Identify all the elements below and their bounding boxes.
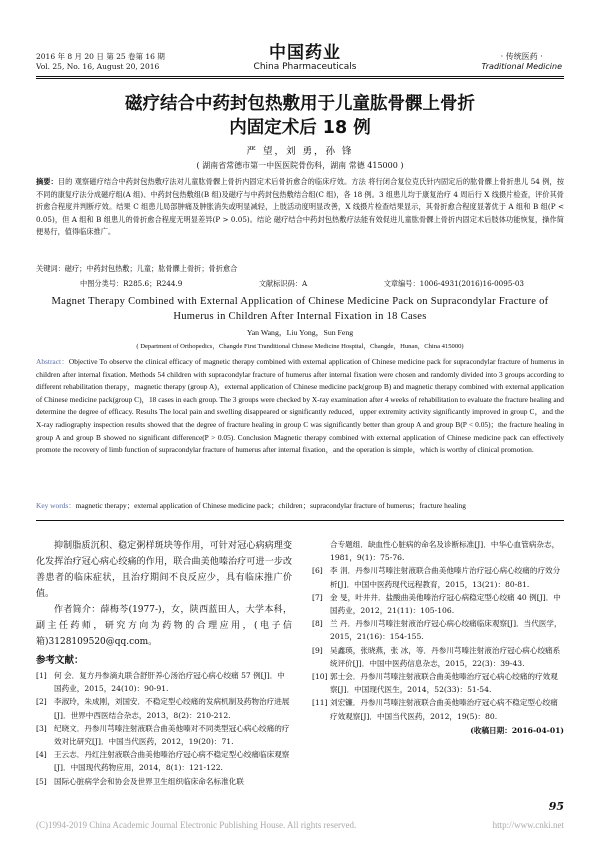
reference-text: 李 涓．丹参川芎嗪注射液联合曲美他嗪片治疗冠心病心绞痛的疗效分析[J]．中国中医药现代远程教育，2015，13(21)：80-81. bbox=[330, 566, 561, 589]
header-rule-2 bbox=[36, 78, 564, 79]
reference-text: 纪晓文．丹参川芎嗪注射液联合曲美他嗪对不同类型冠心病心绞痛的疗效对比研究[J]．中国当代医药，2012，19(20)：71. bbox=[54, 723, 290, 747]
abstract-en-label: Abstract： bbox=[36, 357, 69, 366]
reference-number: [6] bbox=[312, 566, 323, 576]
reference-item bbox=[312, 644, 564, 670]
journal-issue-info bbox=[36, 52, 165, 72]
received-date: (收稿日期：2016-04-01) bbox=[470, 725, 564, 735]
reference-text: 吴鑫瑛，张晓燕，张 冰，等．丹参川芎嗪注射液治疗冠心病心绞痛系统评价[J]．中国中医药信息杂志，2015，22(3)：39-43. bbox=[330, 645, 561, 668]
reference-item bbox=[312, 564, 564, 590]
affiliation: ( 湖南省常德市第一中医医院骨伤科，湖南 常德 415000 ) bbox=[196, 161, 404, 170]
right-column bbox=[312, 538, 564, 737]
reference-item bbox=[312, 670, 564, 696]
authors: 严 望，刘 勇，孙 锋 bbox=[246, 146, 354, 157]
reference-item bbox=[36, 669, 292, 695]
references-left bbox=[36, 669, 292, 788]
section-en: Traditional Medicine bbox=[481, 62, 562, 71]
reference-item bbox=[312, 591, 564, 617]
english-affiliation: ( Department of Orthopedics，Changde First Tranditional Chinese Medicine Hospital，Changde，Hunan，China 415000) bbox=[136, 343, 464, 350]
reference-number: [8] bbox=[312, 619, 323, 629]
header-rule bbox=[36, 76, 564, 77]
issue-line-en: Vol. 25, No. 16, August 20, 2016 bbox=[36, 62, 160, 71]
logo-en: China Pharmaceuticals bbox=[253, 62, 357, 72]
reference-text: 国际心脏病学会和协会及世界卫生组织临床命名标准化联 bbox=[54, 776, 244, 786]
reference-item bbox=[36, 722, 292, 748]
references-right bbox=[312, 538, 564, 723]
author-note: 作者简介：薛梅芩(1977-)，女，陕西蓝田人，大学本科，副主任药师，研究方向为药物的合理应用，(电子信箱)3128109520@qq.com。 bbox=[36, 605, 292, 647]
title-line-1: 磁疗结合中药封包热敷用于儿童肱骨髁上骨折 bbox=[125, 94, 475, 114]
footer bbox=[36, 820, 564, 830]
clc-number: 中图分类号：R285.6；R244.9 bbox=[80, 279, 183, 288]
document-code: 文献标识码：A bbox=[258, 279, 308, 288]
reference-text: 兰 丹．丹参川芎嗪注射液治疗冠心病心绞痛临床观察[J]．当代医学，2015，21(16)：154-155. bbox=[330, 619, 562, 642]
reference-item bbox=[312, 538, 564, 564]
keywords-en-label: Key words： bbox=[36, 501, 76, 510]
left-column bbox=[36, 538, 292, 788]
reference-text: 王云志．丹红注射液联合曲美他嗪治疗冠心病不稳定型心绞痛临床观察[J]．中国现代药物应用，2014，8(1)：121-122. bbox=[54, 750, 290, 773]
keywords-en bbox=[36, 500, 564, 511]
reference-text: 郭士会．丹参川芎嗪注射液联合曲美他嗪治疗冠心病心绞痛的疗效观察[J]．中国现代医生，2014，52(33)：51-54. bbox=[330, 672, 558, 695]
reference-number: [1] bbox=[36, 671, 47, 680]
abstract-en-body: Objective To observe the clinical efficacy of magnetic therapy combined with external application of Chinese medicine pack for supracondylar fracture of humerus in children after internal fixation. Methods 54 children with supracondylar fracture of humerus after internal fixation were chosen and randomly divided into 3 groups according to different rehabilitation therapy，magnetic therapy (group A)，external application of Chinese medicine pack(group B) and magnetic therapy combined with external application of Chinese medicine pack(group C)，18 cases in each group. The 3 groups were checked by X-ray examination after 4 weeks of rehabilitation to evaluate the fracture healing and determine the degree of efficacy. Results The local pain and swelling disappeared or significantly reduced，upper extremity activity significantly improved in group C，and the X-ray radiography inspection results showed that the degree of fracture healing in group C was significantly better than group A and group B(P < 0.05)；the fracture healing in group A and group B showed no significant difference(P > 0.05). Conclusion Magnetic therapy combined with external application of Chinese medicine pack can effectively promote the recovery of limb function of supracondylar fracture of humerus after internal fixation，and the operation is simple，which is worthy of clinical promotion. bbox=[36, 357, 564, 455]
article-number: 文章编号：1006-4931(2016)16-0095-03 bbox=[383, 279, 524, 288]
article-title bbox=[40, 92, 560, 140]
abstract-cn bbox=[36, 176, 564, 239]
abstract-label: 摘要： bbox=[36, 177, 58, 186]
reference-text: 何 会．复方丹参滴丸联合舒肝养心汤治疗冠心病心绞痛 57 例[J]．中国药业，2015，24(10)：90-91. bbox=[54, 671, 285, 694]
reference-item bbox=[312, 696, 564, 722]
reference-text: 李淑玲，朱成刚，刘国安．不稳定型心绞痛的发病机制及药物治疗进展[J]．世界中西医结合杂志，2013，8(2)：210-212. bbox=[54, 697, 290, 720]
cnki-link[interactable]: http://www.cnki.net bbox=[492, 820, 564, 830]
reference-number: [3] bbox=[36, 723, 47, 733]
reference-number: [7] bbox=[312, 592, 323, 602]
section-label bbox=[482, 52, 563, 72]
reference-item bbox=[36, 775, 292, 788]
reference-item bbox=[36, 748, 292, 774]
classification-line bbox=[36, 279, 564, 289]
references-heading: 参考文献： bbox=[36, 655, 84, 666]
reference-text: 金 旻，叶井井．盐酸曲美他嗪治疗冠心病稳定型心绞痛 40 例[J]．中国药业，2012，21(11)：105-106. bbox=[330, 592, 561, 616]
keywords-cn: 关键词：磁疗；中药封包热敷；儿童；肱骨髁上骨折；骨折愈合 bbox=[36, 264, 238, 273]
body-paragraph: 抑制脂质沉积、稳定粥样斑块等作用，可针对冠心病病理变化发挥治疗冠心病心绞痛的作用，联合曲美他嗪治疗可进一步改善患者的临床症状，且治疗期间不良反应少，具有临床推广价值。 bbox=[36, 541, 292, 599]
title-line-2: 内固定术后 18 例 bbox=[229, 118, 371, 138]
reference-number bbox=[312, 538, 330, 564]
issue-line-cn: 2016 年 8 月 20 日 第 25 卷第 16 期 bbox=[36, 52, 165, 61]
journal-logo bbox=[250, 44, 360, 73]
reference-number: [4] bbox=[36, 750, 47, 760]
logo-cn: 中国药业 bbox=[269, 43, 341, 63]
reference-item bbox=[36, 695, 292, 721]
reference-number: [11] bbox=[312, 698, 328, 708]
copyright: (C)1994-2019 China Academic Journal Electronic Publishing House. All rights reserved. bbox=[36, 820, 357, 830]
reference-number: [10] bbox=[312, 672, 328, 682]
abstract-en bbox=[36, 356, 564, 457]
reference-text: 刘宏镰．丹参川芎嗪注射液联合曲美他嗪治疗冠心病不稳定型心绞痛疗效观察[J]．中国当代医药，2012，19(5)：80. bbox=[330, 698, 558, 721]
reference-text: 合专题组．缺血性心脏病的命名及诊断标准[J]．中华心血管病杂志，1981，9(1)：75-76. bbox=[330, 540, 560, 563]
reference-number: [2] bbox=[36, 697, 47, 707]
abstract-body: 目的 观察磁疗结合中药封包热敷疗法对儿童肱骨髁上骨折内固定术后骨折愈合的临床疗效。方法 将行闭合复位克氏针内固定后的肱骨髁上骨折患儿 54 例，按不同的康复疗法分成磁疗组(A 组)、中药封包热敷组(B 组)及磁疗与中药封包热敷结合组(C 组)，各 18 例。3 组患儿均于康复治疗 4 周后行 X 线摄片检查，评价其骨折愈合程度并判断疗效。结果 C 组患儿局部肿痛及肿胀消失或明显减轻，上肢活动度明显改善，X 线摄片检查结果显示，其骨折愈合程度显著优于 A 组和 B 组(P < 0.05)，但 A 组和 B 组患儿的骨折愈合程度无明显差异(P > 0.05)。结论 磁疗结合中药封包热敷疗法能有效促进儿童肱骨髁上骨折内固定术后肢体功能恢复，操作简便易行，值得临床推广。 bbox=[36, 177, 564, 236]
reference-item bbox=[312, 617, 564, 643]
abstract-rule bbox=[36, 520, 564, 521]
english-title: Magnet Therapy Combined with External Application of Chinese Medicine Pack on Supracondylar Fracture of Humerus in Children After Internal Fixation in 18 Cases bbox=[51, 296, 549, 322]
section-cn: · 传统医药 · bbox=[500, 52, 543, 61]
keywords-en-body: magnetic therapy；external application of Chinese medicine pack；children；supracondylar fracture of humerus；fracture healing bbox=[75, 501, 466, 510]
reference-number: [5] bbox=[36, 776, 47, 786]
reference-number: [9] bbox=[312, 645, 323, 655]
english-authors: Yan Wang，Liu Yong，Sun Feng bbox=[246, 328, 354, 337]
page-number: 95 bbox=[548, 800, 564, 813]
